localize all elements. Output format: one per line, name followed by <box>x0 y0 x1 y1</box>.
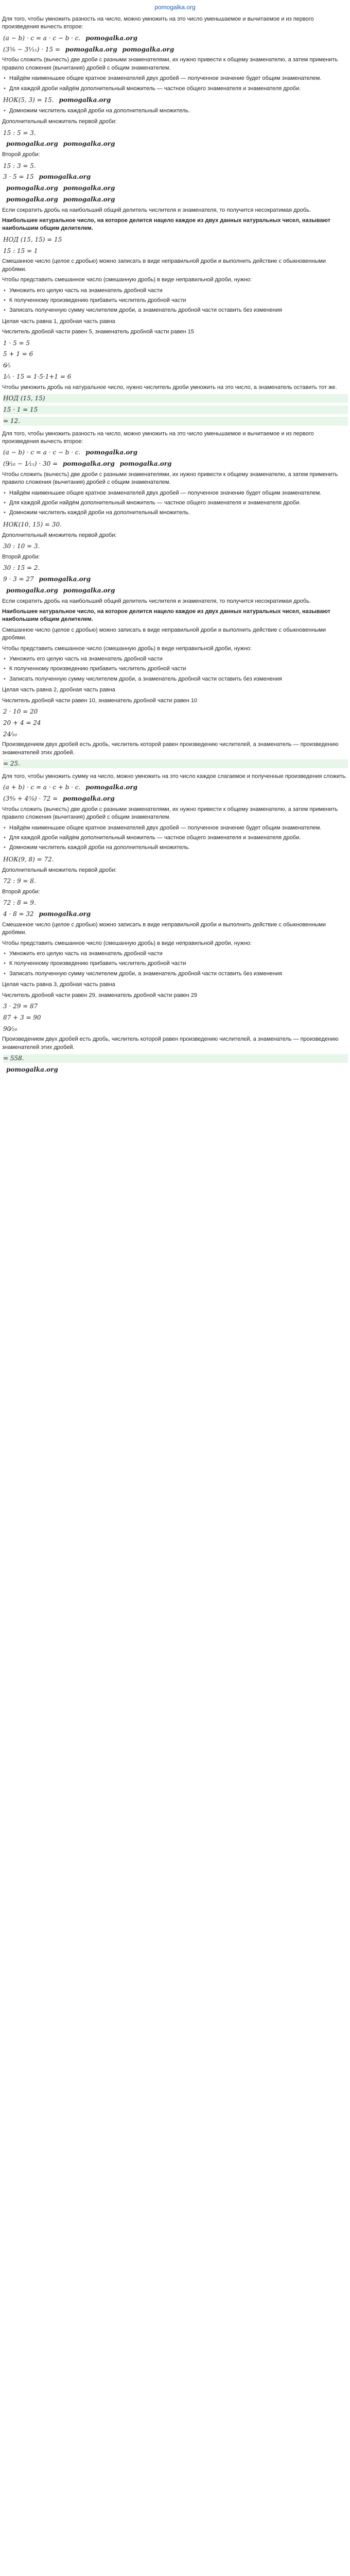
watermark: pomogalka.org <box>6 1065 58 1073</box>
site-header <box>0 0 350 14</box>
math-line: (a − b) · c = a · c − b · c. pomogalka.org <box>3 34 138 42</box>
paragraph: Второй дроби: <box>2 553 40 560</box>
steps-list <box>2 950 348 978</box>
steps-list <box>2 75 348 93</box>
paragraph: Дополнительный множитель первой дроби: <box>2 867 117 873</box>
list-item: • Умножить его целую часть на знаменатель дробной части <box>2 950 348 958</box>
watermark: pomogalka.org <box>59 96 111 104</box>
final-answer: = 12. <box>3 417 348 426</box>
math-line: 5 + 1 = 6 <box>3 350 33 358</box>
list-item: • Домножим числитель каждой дроби на дополнительный множитель. <box>2 844 348 852</box>
paragraph: Если сократить дробь на наибольший общий делитель числителя и знаменателя, то получится несократимая дробь. <box>2 207 311 213</box>
math-line: 6⁄₅ <box>3 362 11 369</box>
math-line <box>3 140 348 148</box>
watermark: pomogalka.org <box>6 195 58 203</box>
watermark: pomogalka.org <box>85 34 138 42</box>
math-line: 1 · 5 = 5 <box>3 339 30 347</box>
paragraph: Второй дроби: <box>2 151 40 158</box>
watermark: pomogalka.org <box>6 586 58 594</box>
paragraph: Смешанное число (целое с дробью) можно записать в виде неправильной дроби и выполнить действие с обыкновенными дробями. <box>2 258 326 273</box>
list-item: • К полученному произведению прибавить числитель дробной части <box>2 665 348 673</box>
math-line: НОК(5, 3) = 15. pomogalka.org <box>3 96 111 104</box>
math-line: 15 : 5 = 3. <box>3 129 36 137</box>
paragraph: Целая часть равна 3, дробная часть равна <box>2 981 115 988</box>
list-item: • К полученному произведению прибавить числитель дробной части <box>2 297 348 304</box>
paragraph: Смешанное число (целое с дробью) можно записать в виде неправильной дроби и выполнить действие с обыкновенными дробями. <box>2 921 326 936</box>
paragraph: Для того, чтобы умножить разность на число, можно умножить на это число уменьшаемое и вычитаемое и из первого произведения вычесть второе: <box>2 16 314 30</box>
paragraph: Наибольшее натуральное число, на которое делится нацело каждое из двух данных натуральных чисел, называют наибольшим общим делителем. <box>2 608 330 623</box>
watermark: pomogalka.org <box>62 795 115 803</box>
math-line: НОК(9, 8) = 72. <box>3 855 54 863</box>
list-item: • Найдём наименьшее общее кратное знаменателей двух дробей — полученное значение будет общим знаменателем. <box>2 824 348 832</box>
list-item: • Найдём наименьшее общее кратное знаменателей двух дробей — полученное значение будет общим знаменателем. <box>2 489 348 497</box>
math-line: 15 : 15 = 1 <box>3 247 38 255</box>
solution-block-3 <box>2 772 348 1078</box>
paragraph: Чтобы сложить (вычесть) две дроби с разными знаменателями, их нужно привести к общему знаменателю, а затем применить правило сложения (вычитания) дробей с общим знаменателем. <box>2 806 338 821</box>
math-line: НОД (15, 15) <box>3 394 348 403</box>
math-line: 2 · 10 = 20 <box>3 707 38 715</box>
math-line: 24⁄₁₀ <box>3 730 17 738</box>
math-line <box>3 586 348 595</box>
math-line: 30 : 15 = 2. <box>3 564 40 572</box>
steps-list <box>2 655 348 683</box>
math-line: НОК(10, 15) = 30. <box>3 520 62 528</box>
steps-list <box>2 107 348 115</box>
watermark: pomogalka.org <box>39 173 91 181</box>
math-line <box>3 195 348 204</box>
watermark: pomogalka.org <box>65 45 117 53</box>
math-line: (a + b) · c = a · c + b · c. pomogalka.org <box>3 784 138 791</box>
list-item: • Умножить его целую часть на знаменатель дробной части <box>2 287 348 295</box>
list-item: • Умножить его целую часть на знаменатель дробной части <box>2 655 348 663</box>
watermark: pomogalka.org <box>63 184 115 192</box>
watermark: pomogalka.org <box>62 460 115 468</box>
math-line: НОД (15, 15) = 15 <box>3 235 62 243</box>
paragraph: Дополнительный множитель первой дроби: <box>2 532 117 538</box>
list-item: • Для каждой дроби найдём дополнительный множитель — частное общего знаменателя и знаменателя дроби. <box>2 834 348 842</box>
list-item: • Домножим числитель каждой дроби на дополнительный множитель. <box>2 107 348 115</box>
paragraph: Чтобы сложить (вычесть) две дроби с разными знаменателями, их нужно привести к общему знаменателю, а затем применить правило сложения (вычитания) дробей с общим знаменателем. <box>2 57 338 71</box>
math-line: 9 · 3 = 27 pomogalka.org <box>3 575 91 583</box>
final-answer: = 558. <box>3 1054 348 1063</box>
math-line: 3 · 5 = 15 pomogalka.org <box>3 173 91 181</box>
watermark: pomogalka.org <box>63 586 115 594</box>
math-line: 72 : 8 = 9. <box>3 899 36 907</box>
math-line: 4 · 8 = 32 pomogalka.org <box>3 910 91 918</box>
math-line: (9⁄₁₀ − 1⁄₁₅) · 30 = pomogalka.org pomogalka.org <box>3 460 172 468</box>
watermark: pomogalka.org <box>39 910 91 918</box>
paragraph: Второй дроби: <box>2 888 40 895</box>
math-line <box>3 1065 348 1074</box>
math-line: (3⁵⁄₆ − 3¹⁄₁₅) · 15 = pomogalka.org pomogalka.org <box>3 45 174 53</box>
list-item: • К полученному произведению прибавить числитель дробной части <box>2 960 348 968</box>
site-link[interactable]: pomogalka.org <box>154 3 196 11</box>
solution-block-2 <box>2 429 348 772</box>
watermark: pomogalka.org <box>122 45 174 53</box>
math-line: 15 · 1 = 15 <box>3 405 348 414</box>
paragraph: Числитель дробной части равен 10, знаменатель дробной части равен 10 <box>2 697 198 704</box>
paragraph: Для того, чтобы умножить разность на число, можно умножить на это число уменьшаемое и вычитаемое и из первого произведения вычесть второе: <box>2 430 314 445</box>
list-item: • Домножим числитель каждой дроби на дополнительный множитель. <box>2 509 348 517</box>
watermark: pomogalka.org <box>63 140 115 148</box>
final-answer: = 25. <box>3 759 348 768</box>
math-line: 1⁄₅ · 15 = 1·5·1+1 = 6 <box>3 372 72 380</box>
math-line: 87 + 3 = 90 <box>3 1013 41 1021</box>
list-item: • Записать полученную сумму числителем дроби, а знаменатель дробной части оставить без изменения <box>2 970 348 978</box>
steps-list <box>2 824 348 852</box>
math-line: 15 : 3 = 5. <box>3 162 36 170</box>
watermark: pomogalka.org <box>6 140 58 148</box>
paragraph: Числитель дробной части равен 5, знаменатель дробной части равен 15 <box>2 329 194 335</box>
math-line: (a − b) · c = a · c − b · c. pomogalka.org <box>3 449 138 456</box>
paragraph: Если сократить дробь на наибольший общий делитель числителя и знаменателя, то получится несократимая дробь. <box>2 598 311 604</box>
paragraph: Произведением двух дробей есть дробь, числитель которой равен произведению числителей, а знаменатель — произведению знаменателей этих дробей. <box>2 1036 339 1050</box>
list-item: • Найдём наименьшее общее кратное знаменателей двух дробей — полученное значение будет общим знаменателем. <box>2 75 348 82</box>
watermark: pomogalka.org <box>63 195 115 203</box>
math-line: 20 + 4 = 24 <box>3 719 41 726</box>
solution-block-1 <box>2 14 348 429</box>
list-item: • Записать полученную сумму числителем дроби, а знаменатель дробной части оставить без изменения <box>2 675 348 683</box>
list-item: • Записать полученную сумму числителем дроби, а знаменатель дробной части оставить без изменения <box>2 307 348 314</box>
watermark: pomogalka.org <box>85 449 138 456</box>
math-line: (3⁴⁄₉ + 4⁵⁄₈) · 72 = pomogalka.org <box>3 795 115 803</box>
paragraph: Целая часть равна 1, дробная часть равна <box>2 318 115 325</box>
steps-list <box>2 489 348 517</box>
paragraph: Целая часть равна 2, дробная часть равна <box>2 687 115 693</box>
paragraph: Дополнительный множитель первой дроби: <box>2 118 117 125</box>
math-line: 90⁄₂₉ <box>3 1025 17 1032</box>
list-item: • Для каждой дроби найдём дополнительный множитель — частное общего знаменателя и знаменателя дроби. <box>2 499 348 507</box>
math-line <box>3 184 348 193</box>
solution-content <box>0 14 350 1078</box>
math-line: 3 · 29 = 87 <box>3 1002 38 1010</box>
steps-list <box>2 287 348 315</box>
list-item: • Для каждой дроби найдём дополнительный множитель — частное общего знаменателя и знаменателя дроби. <box>2 85 348 93</box>
paragraph: Произведением двух дробей есть дробь, числитель которой равен произведению числителей, а знаменатель — произведению знаменателей этих дробей. <box>2 741 339 756</box>
paragraph: Числитель дробной части равен 29, знаменатель дробной части равен 29 <box>2 992 198 998</box>
paragraph: Чтобы представить смешанное число (смешанную дробь) в виде неправильной дроби, нужно: <box>2 940 252 946</box>
watermark: pomogalka.org <box>119 460 172 468</box>
watermark: pomogalka.org <box>85 784 138 791</box>
paragraph: Для того, чтобы умножить сумму на число, можно умножить на это число каждое слагаемое и полученные произведения сложить. <box>2 773 347 779</box>
watermark: pomogalka.org <box>39 575 91 583</box>
paragraph: Чтобы представить смешанное число (смешанную дробь) в виде неправильной дроби, нужно: <box>2 277 252 283</box>
paragraph: Смешанное число (целое с дробью) можно записать в виде неправильной дроби и выполнить действие с обыкновенными дробями. <box>2 626 326 641</box>
paragraph: Чтобы сложить (вычесть) две дроби с разными знаменателями, их нужно привести к общему знаменателю, а затем применить правило сложения (вычитания) дробей с общим знаменателем. <box>2 471 338 486</box>
paragraph: Чтобы умножить дробь на натуральное число, нужно числитель дроби умножить на это число, а знаменатель оставить тот же. <box>2 384 337 391</box>
math-line: 72 : 9 = 8. <box>3 877 36 885</box>
paragraph: Наибольшее натуральное число, на которое делится нацело каждое из двух данных натуральных чисел, называют наибольшим общим делителем. <box>2 217 330 232</box>
math-line: 30 : 10 = 3. <box>3 543 40 550</box>
paragraph: Чтобы представить смешанное число (смешанную дробь) в виде неправильной дроби, нужно: <box>2 645 252 652</box>
watermark: pomogalka.org <box>6 184 58 192</box>
